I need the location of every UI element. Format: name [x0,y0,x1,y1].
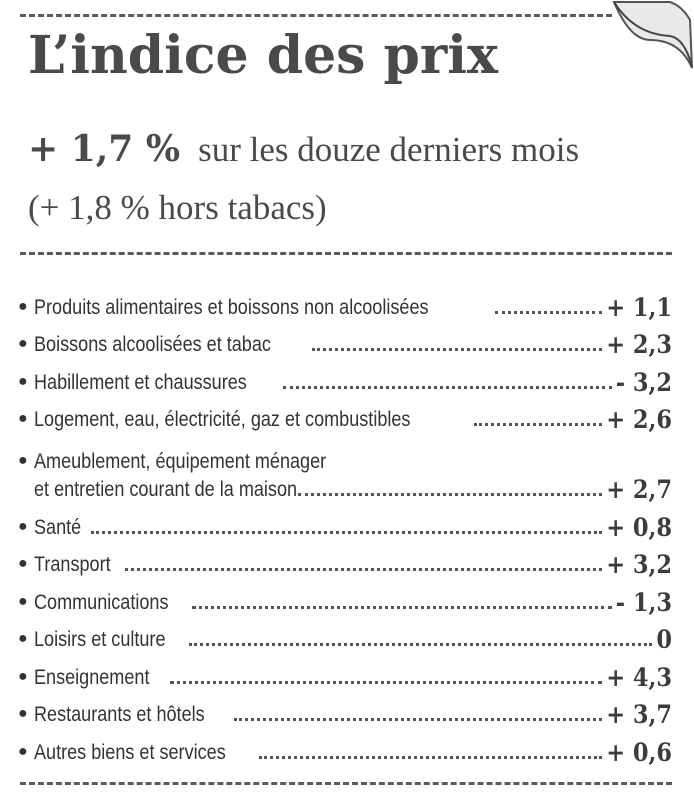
list-item [18,432,672,502]
list-item [18,357,672,395]
bullet-icon: ● [18,372,28,390]
item-value: - 3,2 [615,367,672,397]
bullet-icon: ● [18,335,28,352]
bullet-icon: ● [18,410,28,427]
dot-leader [283,386,611,389]
item-value: + 0,8 [606,512,672,542]
subline: (+ 1,8 % hors tabacs) [28,188,327,227]
item-label: Ameublement, équipement ménager [34,450,327,473]
bullet-icon: ● [18,630,28,647]
list-item [18,615,672,653]
item-value: + 1,1 [606,292,672,322]
bullet-icon: ● [18,667,28,685]
item-value: + 4,3 [606,662,672,692]
dot-leader [474,423,602,426]
item-value: + 2,6 [606,405,672,434]
dot-leader [170,681,602,684]
page-title: L’indice des prix [28,25,499,86]
item-value: 0 [656,625,672,654]
page-curl-icon [610,0,694,70]
item-value: + 3,7 [606,700,672,729]
item-value: + 0,6 [606,737,672,767]
headline-value: + 1,7 % [28,128,181,170]
list-item [18,540,672,578]
bullet-icon: ● [18,555,28,572]
dot-leader [259,756,602,759]
item-label: Loisirs et culture [34,628,166,651]
item-label: Habillement et chaussures [34,370,247,394]
list-item [18,690,672,728]
item-value: + 3,2 [606,550,672,579]
dot-leader [125,568,602,571]
bullet-icon: ● [18,592,28,610]
item-label: Restaurants et hôtels [34,703,205,726]
list-item [18,395,672,433]
bullet-icon: ● [18,705,28,722]
list-item [18,502,672,540]
dot-leader [189,643,652,646]
item-label: Transport [34,553,111,576]
item-label: Santé [34,515,82,539]
headline-text: sur les douze derniers mois [198,130,580,169]
top-divider [20,14,612,17]
item-label: Produits alimentaires et boissons non alcoolisées [34,295,429,319]
item-value: + 2,7 [606,475,672,504]
item-value: + 2,3 [606,330,672,359]
bullet-icon: ● [18,297,28,315]
bottom-divider [20,782,672,785]
bullet-icon: ● [18,517,28,535]
dot-leader [91,531,602,534]
item-label: Enseignement [34,665,150,689]
item-label: Boissons alcoolisées et tabac [34,333,271,356]
item-label-group [18,450,606,502]
dot-leader [312,348,603,351]
bullet-icon: ● [18,742,28,760]
category-list [18,282,672,765]
list-item [18,282,672,320]
headline [28,128,579,170]
list-item [18,320,672,358]
dot-leader [298,493,602,496]
dot-leader [495,311,602,314]
item-label-continued: et entretien courant de la maison [34,478,298,501]
middle-divider [20,252,672,255]
dot-leader [234,718,602,721]
list-item [18,577,672,615]
item-label: Communications [34,590,169,614]
dot-leader [192,606,611,609]
list-item [18,727,672,765]
item-label: Logement, eau, électricité, gaz et combustibles [34,408,411,431]
item-label: Autres biens et services [34,740,226,764]
item-value: - 1,3 [615,587,672,617]
list-item [18,652,672,690]
bullet-icon: ● [18,452,28,469]
